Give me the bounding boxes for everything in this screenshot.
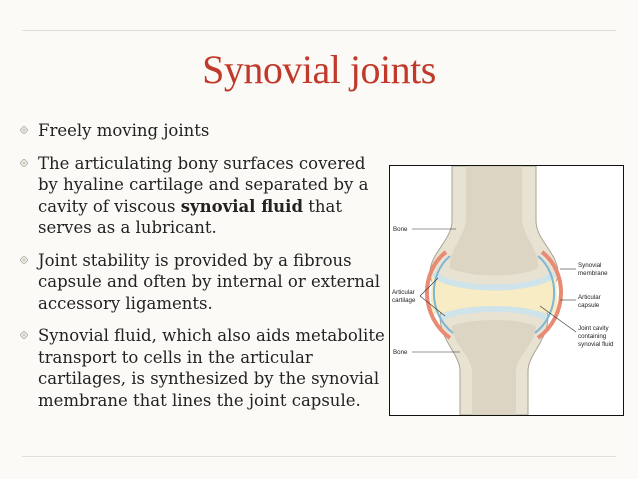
bullet-item: [18, 250, 388, 315]
label-joint-cavity-3: synovial fluid: [578, 341, 614, 348]
label-bone-top: Bone: [393, 226, 408, 233]
bullet-item: [18, 153, 388, 239]
bullet-text: that serves as a lubricant.: [38, 196, 342, 237]
bottom-divider: [22, 456, 616, 457]
diamond-bullet-icon: [20, 331, 28, 339]
label-articular-cartilage-1: Articular: [392, 289, 415, 296]
bullet-bold-term: synovial fluid: [180, 196, 303, 216]
bullet-text: The articulating bony surfaces covered by hyaline cartilage and separated by a cavity of viscous: [38, 153, 369, 216]
bullet-text: Freely moving joints: [38, 121, 210, 140]
diamond-bullet-icon: [20, 126, 28, 134]
synovial-joint-diagram: [389, 165, 624, 416]
label-articular-capsule-1: Articular: [578, 294, 601, 301]
label-articular-capsule-2: capsule: [578, 302, 600, 309]
bullet-item: [18, 325, 388, 411]
slide-title: Synovial joints: [202, 47, 436, 92]
label-articular-cartilage-2: cartilage: [392, 297, 416, 304]
diamond-bullet-icon: [20, 159, 28, 167]
label-synovial-membrane-1: Synovial: [578, 262, 602, 269]
bullet-item: [18, 120, 388, 142]
bullet-text: Joint stability is provided by a fibrous capsule and often by internal or external accessory ligaments.: [38, 250, 381, 313]
label-synovial-membrane-2: membrane: [578, 270, 608, 277]
top-divider: [22, 30, 616, 31]
label-joint-cavity-2: containing: [578, 333, 607, 340]
diamond-bullet-icon: [20, 256, 28, 264]
bullet-text: Synovial fluid, which also aids metabolite transport to cells in the articular cartilages, is synthesized by the synovial membrane that lines the joint capsule.: [38, 326, 385, 410]
label-bone-bottom: Bone: [393, 349, 408, 356]
bullet-list: [18, 120, 388, 422]
label-joint-cavity-1: Joint cavity: [578, 325, 609, 332]
